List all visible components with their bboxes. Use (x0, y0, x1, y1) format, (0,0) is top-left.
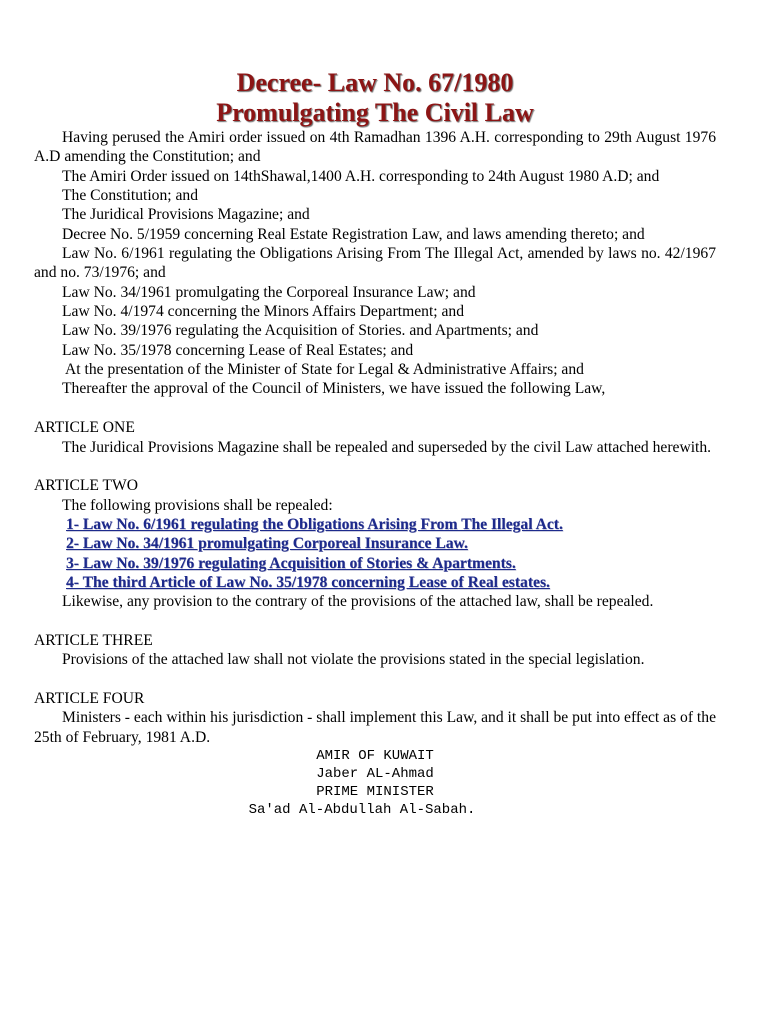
preamble-paragraph: Decree No. 5/1959 concerning Real Estate Registration Law, and laws amending thereto; and (62, 225, 645, 243)
repealed-item: 1- Law No. 6/1961 regulating the Obligations Arising From The Illegal Act. (66, 515, 563, 533)
spacer (34, 399, 716, 418)
preamble-paragraph: The Juridical Provisions Magazine; and (62, 206, 310, 224)
preamble-paragraph: The Constitution; and (62, 187, 199, 205)
article-text: Provisions of the attached law shall not violate the provisions stated in the special legislation. (62, 651, 645, 669)
article-two (34, 476, 716, 611)
article-heading: ARTICLE THREE (34, 631, 153, 649)
decree-body (34, 128, 716, 747)
signature-name-prime-minister: Sa'ad Al-Abdullah Al-Sabah. (248, 802, 476, 818)
spacer (34, 612, 716, 631)
article-text: The Juridical Provisions Magazine shall be repealed and superseded by the civil Law attached herewith. (62, 438, 712, 456)
article-heading: ARTICLE ONE (34, 419, 135, 437)
article-one (34, 418, 716, 457)
decree-subtitle: Promulgating The Civil Law (216, 98, 534, 127)
article-heading: ARTICLE TWO (34, 477, 139, 495)
preamble-paragraph: Law No. 35/1978 concerning Lease of Real Estates; and (62, 341, 414, 359)
preamble-paragraph: Law No. 34/1961 promulgating the Corporeal Insurance Law; and (62, 283, 476, 301)
preamble-paragraph: The Amiri Order issued on 14thShawal,1400 A.H. corresponding to 24th August 1980 A.D; and (62, 167, 660, 185)
preamble-paragraph: Law No. 39/1976 regulating the Acquisition of Stories. and Apartments; and (62, 322, 539, 340)
spacer (34, 457, 716, 476)
preamble-paragraph: Law No. 4/1974 concerning the Minors Affairs Department; and (62, 303, 465, 321)
article-outro: Likewise, any provision to the contrary of the provisions of the attached law, shall be repealed. (62, 593, 654, 611)
signature-title-prime-minister: PRIME MINISTER (316, 784, 434, 800)
signature-title-amir: AMIR OF KUWAIT (316, 748, 434, 764)
preamble-paragraph: Law No. 6/1961 regulating the Obligations Arising From The Illegal Act, amended by laws no. 42/1967 and no. 73/1976; and (34, 245, 716, 282)
spacer (34, 670, 716, 689)
repealed-item: 3- Law No. 39/1976 regulating Acquisition of Stories & Apartments. (66, 554, 516, 572)
repealed-item: 4- The third Article of Law No. 35/1978 concerning Lease of Real estates. (66, 573, 550, 591)
preamble-paragraph: Thereafter the approval of the Council of Ministers, we have issued the following Law, (62, 380, 606, 398)
article-heading: ARTICLE FOUR (34, 689, 145, 707)
preamble-paragraph: Having perused the Amiri order issued on 4th Ramadhan 1396 A.H. corresponding to 29th August 1976 A.D amending the Constitution; and (34, 129, 716, 166)
article-four (34, 689, 716, 747)
signature-name-amir: Jaber AL-Ahmad (316, 766, 434, 782)
preamble (34, 128, 716, 399)
decree-title: Decree- Law No. 67/1980 (236, 68, 514, 97)
signature-block (34, 747, 716, 819)
repealed-item: 2- Law No. 34/1961 promulgating Corporeal Insurance Law. (66, 535, 468, 553)
article-three (34, 631, 716, 670)
article-text: Ministers - each within his jurisdiction - shall implement this Law, and it shall be put into effect as of the 25th of February, 1981 A.D. (34, 709, 716, 746)
preamble-paragraph: At the presentation of the Minister of State for Legal & Administrative Affairs; and (65, 361, 584, 379)
article-intro: The following provisions shall be repealed: (62, 496, 333, 514)
